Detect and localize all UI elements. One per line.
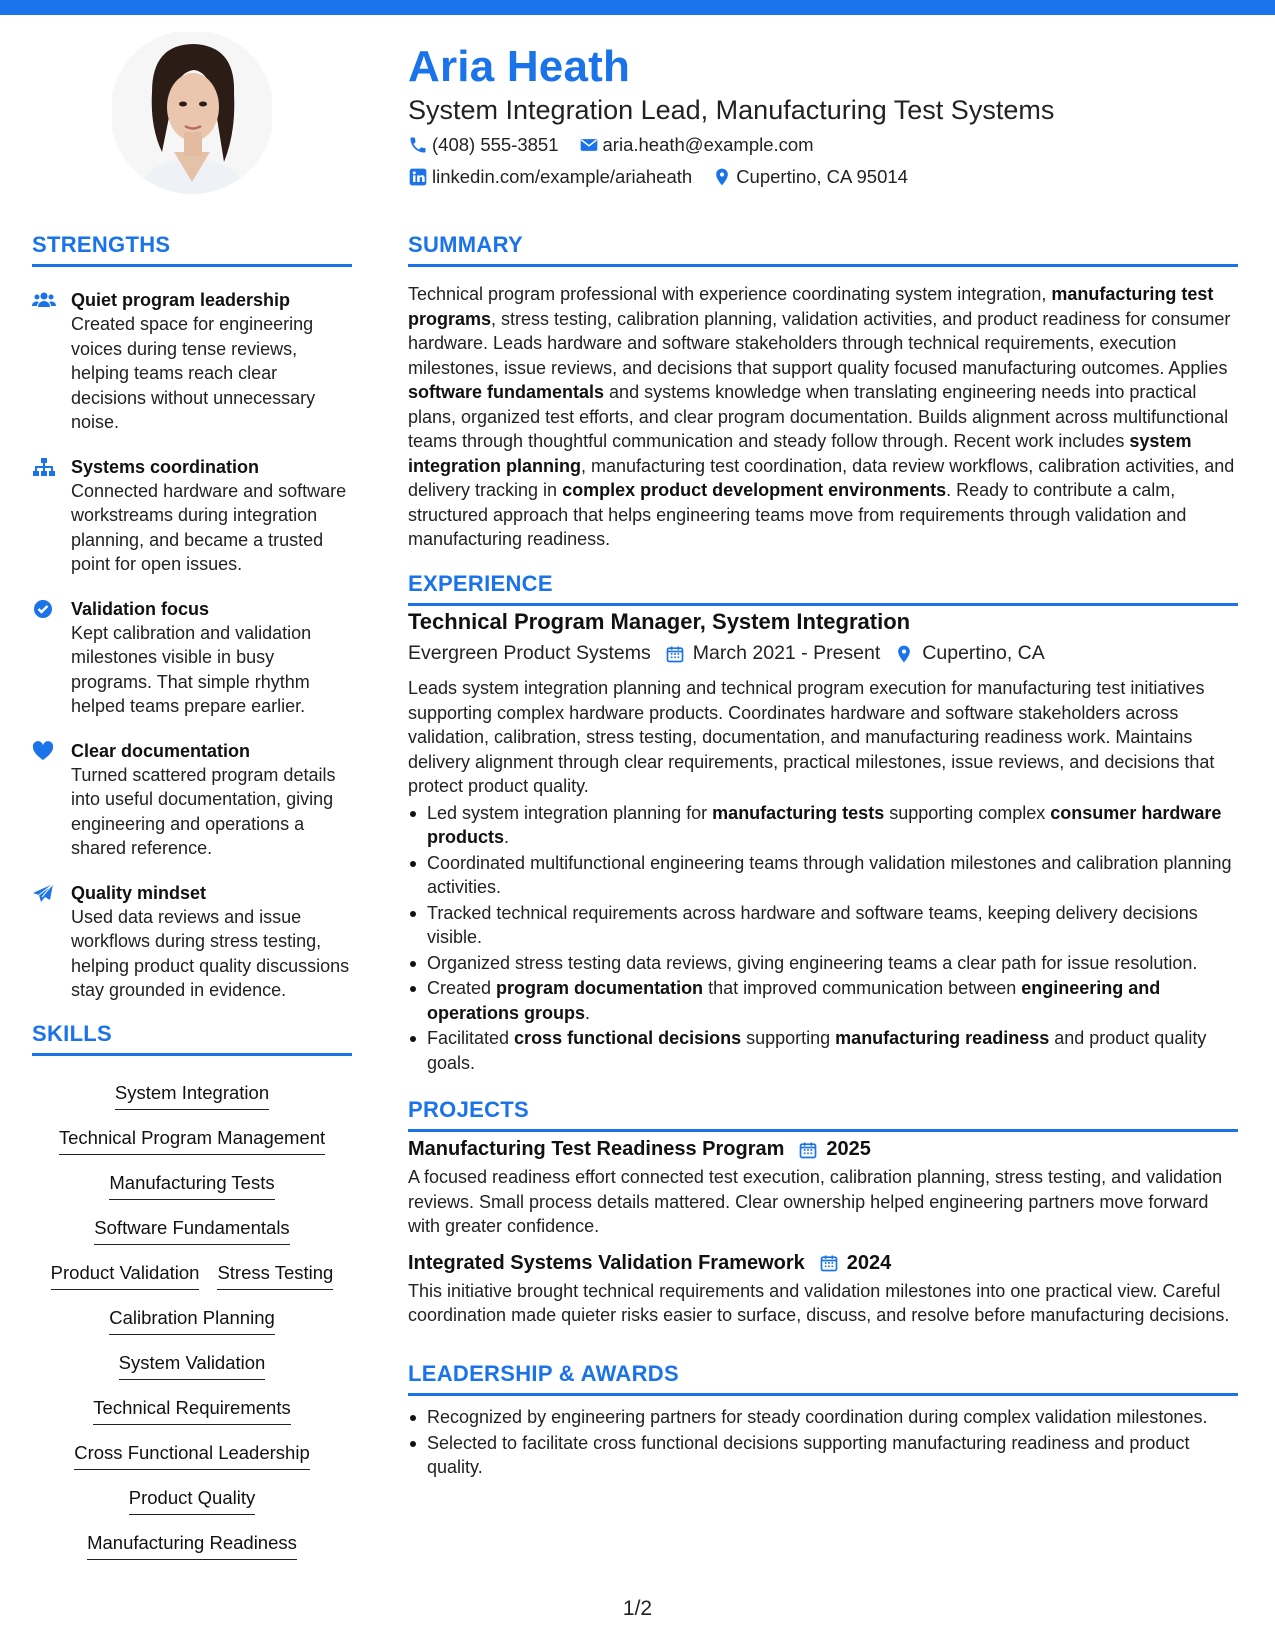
- linkedin-text: linkedin.com/example/ariaheath: [432, 166, 693, 187]
- summary-heading: SUMMARY: [408, 232, 1238, 267]
- contact-location: [712, 166, 908, 188]
- skill-tag: System Validation: [119, 1352, 266, 1380]
- project-year: 2025: [826, 1138, 871, 1160]
- experience-entry: [408, 609, 1238, 1076]
- skill-tag: Technical Program Management: [59, 1127, 325, 1155]
- skill-row: [32, 1127, 352, 1172]
- strength-item: [32, 881, 352, 1003]
- project-description: A focused readiness effort connected test execution, calibration planning, stress testing, and validation reviews. Small process details mattered. Clear ownership helped engineering partners move forward with greater confidence.: [408, 1167, 1223, 1236]
- job-bullet: Coordinated multifunctional engineering teams through validation milestones and calibration planning activities.: [408, 851, 1238, 900]
- job-location-text: Cupertino, CA: [922, 642, 1045, 664]
- skill-tag: Cross Functional Leadership: [74, 1442, 310, 1470]
- skills-heading: SKILLS: [32, 1021, 352, 1056]
- skill-row: [32, 1082, 352, 1127]
- strength-item: [32, 288, 352, 435]
- strength-title: Quiet program leadership: [71, 290, 291, 310]
- job-bullets: [408, 801, 1238, 1076]
- skill-row: [32, 1532, 352, 1577]
- envelope-icon: [579, 135, 599, 155]
- phone-text: (408) 555-3851: [432, 134, 559, 155]
- phone-icon: [408, 135, 428, 155]
- project-item: [408, 1138, 1238, 1239]
- skill-row: [32, 1217, 352, 1262]
- project-name: Manufacturing Test Readiness Program: [408, 1138, 785, 1160]
- map-pin-icon: [894, 644, 914, 664]
- skill-tag: Product Validation: [51, 1262, 200, 1290]
- skill-tag: Software Fundamentals: [94, 1217, 289, 1245]
- projects-list: [408, 1138, 1238, 1341]
- job-bullet: Created program documentation that improved communication between engineering and operations groups.: [408, 976, 1238, 1025]
- skill-tag: System Integration: [115, 1082, 269, 1110]
- map-pin-icon: [712, 167, 732, 187]
- projects-heading: PROJECTS: [408, 1097, 1238, 1132]
- contact-row-primary: [408, 134, 834, 156]
- linkedin-icon: [408, 167, 428, 187]
- strength-description: Used data reviews and issue workflows during stress testing, helping product quality discussions stay grounded in evidence.: [71, 906, 350, 1000]
- job-bullet: Organized stress testing data reviews, giving engineering teams a clear path for issue resolution.: [408, 951, 1238, 976]
- candidate-headline: System Integration Lead, Manufacturing Test Systems: [408, 95, 1055, 125]
- skill-tag: Technical Requirements: [93, 1397, 290, 1425]
- contact-row-secondary: [408, 166, 928, 188]
- strength-description: Connected hardware and software workstreams during integration planning, and became a trusted point for open issues.: [71, 480, 347, 574]
- strength-item: [32, 597, 352, 719]
- strength-description: Kept calibration and validation milestones visible in busy programs. That simple rhythm helped teams prepare earlier.: [71, 622, 312, 716]
- award-bullet: Recognized by engineering partners for steady coordination during complex validation milestones.: [408, 1405, 1238, 1430]
- skill-row: [32, 1307, 352, 1352]
- skill-row: [32, 1442, 352, 1487]
- location-text: Cupertino, CA 95014: [736, 166, 908, 187]
- project-item: [408, 1252, 1238, 1328]
- award-bullet: Selected to facilitate cross functional decisions supporting manufacturing readiness and product quality.: [408, 1431, 1238, 1480]
- users-icon: [32, 290, 56, 310]
- calendar-icon: [819, 1253, 839, 1273]
- job-bullet: Tracked technical requirements across hardware and software teams, keeping delivery decisions visible.: [408, 901, 1238, 950]
- skills-list: [32, 1082, 352, 1577]
- project-year: 2024: [846, 1251, 892, 1274]
- paper-plane-icon: [32, 883, 56, 903]
- candidate-name: Aria Heath: [408, 42, 631, 91]
- strength-description: Turned scattered program details into useful documentation, giving engineering and operations a shared reference.: [71, 764, 336, 858]
- top-accent-bar: [0, 0, 1275, 15]
- skill-tag: Stress Testing: [217, 1262, 333, 1290]
- job-meta: [408, 642, 1238, 665]
- skill-row: [32, 1352, 352, 1397]
- skill-row: [32, 1487, 352, 1532]
- strengths-list: [32, 288, 352, 1023]
- summary-text: Technical program professional with experience coordinating system integration, manufacturing test programs, stress testing, calibration planning, validation activities, and product readiness for consumer hardware. Leads hardware and software stakeholders through technical requirements, execution milestones, issue reviews, and decisions that support quality focused manufacturing outcomes. Applies software fundamentals and systems knowledge when translating engineering needs into practical plans, organized test efforts, and clear program documentation. Builds alignment across multifunctional teams through thoughtful communication and steady follow through. Recent work includes system integration planning, manufacturing test coordination, data review workflows, calibration activities, and delivery tracking in complex product development environments. Ready to contribute a calm, structured approach that helps engineering teams move from requirements through validation and manufacturing readiness.: [408, 284, 1235, 549]
- strength-title: Clear documentation: [71, 740, 251, 761]
- job-bullet: Facilitated cross functional decisions supporting manufacturing readiness and product quality goals.: [408, 1026, 1238, 1075]
- strength-title: Systems coordination: [71, 456, 260, 477]
- awards-bullets: [408, 1405, 1238, 1480]
- skill-tag: Product Quality: [129, 1487, 255, 1515]
- company-name: Evergreen Product Systems: [408, 642, 651, 664]
- skill-row: [32, 1397, 352, 1442]
- strength-title: Quality mindset: [71, 882, 207, 903]
- project-header: [408, 1138, 1238, 1161]
- strengths-heading: STRENGTHS: [32, 232, 352, 267]
- strength-title: Validation focus: [71, 598, 210, 619]
- job-dates-text: March 2021 - Present: [692, 642, 881, 664]
- project-name: Integrated Systems Validation Framework: [408, 1251, 805, 1274]
- calendar-icon: [798, 1140, 818, 1160]
- contact-phone[interactable]: [408, 134, 559, 156]
- contact-linkedin[interactable]: [408, 166, 692, 188]
- check-circle-icon: [32, 599, 56, 619]
- skill-tag: Calibration Planning: [109, 1307, 275, 1335]
- project-header: [408, 1252, 1238, 1275]
- profile-photo: [112, 32, 272, 207]
- calendar-icon: [665, 644, 685, 664]
- job-location: [894, 642, 1044, 665]
- job-description: Leads system integration planning and technical program execution for manufacturing test initiatives supporting complex hardware products. Coordinates hardware and software stakeholders across validation, calibration, stress testing, documentation, and manufacturing readiness work. Maintains delivery alignment through clear requirements, practical milestones, issue reviews, and decisions that protect product quality.: [408, 678, 1215, 796]
- awards-heading: LEADERSHIP & AWARDS: [408, 1361, 1238, 1396]
- experience-heading: EXPERIENCE: [408, 571, 1238, 606]
- strength-description: Created space for engineering voices during tense reviews, helping teams reach clear decisions without unnecessary noise.: [71, 314, 316, 432]
- job-bullet: Led system integration planning for manufacturing tests supporting complex consumer hardware products.: [408, 801, 1238, 850]
- skill-row: [32, 1262, 352, 1307]
- contact-email[interactable]: [579, 134, 814, 156]
- job-dates: [665, 642, 881, 665]
- job-title: Technical Program Manager, System Integration: [408, 609, 911, 634]
- skill-tag: Manufacturing Readiness: [87, 1532, 297, 1560]
- awards-list: [408, 1403, 1238, 1481]
- skill-tag: Manufacturing Tests: [109, 1172, 274, 1200]
- strength-item: [32, 739, 352, 861]
- heart-icon: [32, 741, 56, 761]
- page-number: 1/2: [622, 1597, 653, 1620]
- email-text: aria.heath@example.com: [602, 134, 814, 155]
- sitemap-icon: [32, 457, 56, 477]
- project-description: This initiative brought technical requirements and validation milestones into one practical view. Careful coordination made quieter risks easier to surface, discuss, and resolve before manufacturing decisions.: [408, 1280, 1230, 1325]
- skill-row: [32, 1172, 352, 1217]
- strength-item: [32, 455, 352, 577]
